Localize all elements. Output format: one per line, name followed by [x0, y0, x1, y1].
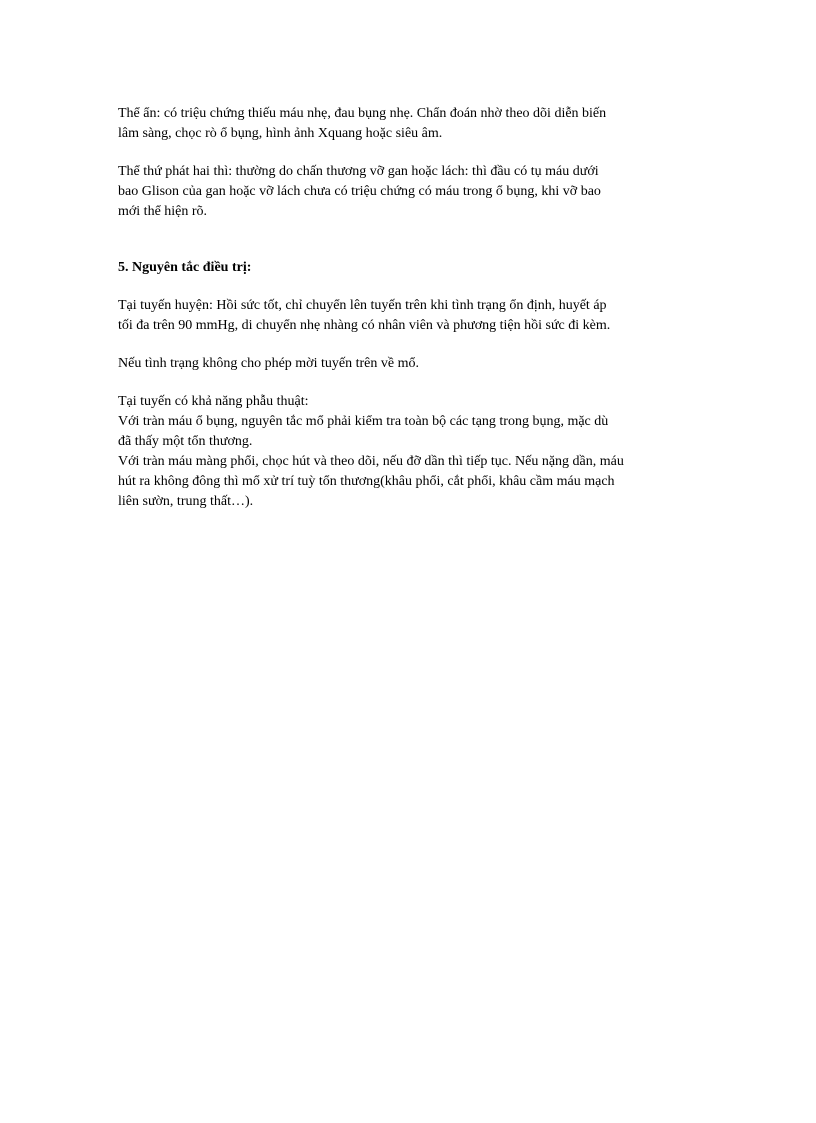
text-line: Thể ẩn: có triệu chứng thiếu máu nhẹ, đau bụng nhẹ. Chẩn đoán nhờ theo dõi diễn biến	[118, 106, 607, 121]
text-line: Thể thứ phát hai thì: thường do chấn thương vỡ gan hoặc lách: thì đầu có tụ máu dưới	[118, 164, 599, 179]
text-line: tối đa trên 90 mmHg, di chuyển nhẹ nhàng có nhân viên và phương tiện hồi sức đi kèm.	[118, 318, 611, 333]
paragraph-hidden-form	[118, 104, 698, 144]
text-line: bao Glison của gan hoặc vỡ lách chưa có triệu chứng có máu trong ổ bụng, khi vỡ bao	[118, 184, 601, 199]
text-line: liên sườn, trung thất…).	[118, 494, 254, 509]
section-heading: 5. Nguyên tắc điều trị:	[118, 260, 252, 275]
text-line: Với tràn máu màng phổi, chọc hút và theo dõi, nếu đỡ dần thì tiếp tục. Nếu nặng dần, máu	[118, 454, 624, 469]
text-line: Nếu tình trạng không cho phép mời tuyến trên về mổ.	[118, 356, 419, 371]
text-line: lâm sàng, chọc rò ổ bụng, hình ảnh Xquang hoặc siêu âm.	[118, 126, 443, 141]
text-line: hút ra không đông thì mổ xử trí tuỳ tổn thương(khâu phổi, cắt phổi, khâu cầm máu mạch	[118, 474, 615, 489]
text-line: Với tràn máu ổ bụng, nguyên tắc mổ phải kiểm tra toàn bộ các tạng trong bụng, mặc dù	[118, 414, 609, 429]
text-line: đã thấy một tổn thương.	[118, 434, 253, 449]
paragraph-surgical-level	[118, 392, 698, 512]
paragraph-spacer	[118, 278, 698, 296]
paragraph-spacer	[118, 336, 698, 354]
paragraph-district-level	[118, 296, 698, 336]
paragraph-spacer	[118, 374, 698, 392]
document-body	[118, 104, 698, 512]
paragraph-spacer	[118, 144, 698, 162]
paragraph-spacer	[118, 222, 698, 258]
paragraph-secondary-form	[118, 162, 698, 222]
text-line: mới thể hiện rõ.	[118, 204, 208, 219]
paragraph-condition	[118, 354, 698, 374]
text-line: Tại tuyến có khả năng phẫu thuật:	[118, 394, 309, 409]
text-line: Tại tuyến huyện: Hồi sức tốt, chỉ chuyển lên tuyến trên khi tình trạng ổn định, huyết áp	[118, 298, 607, 313]
